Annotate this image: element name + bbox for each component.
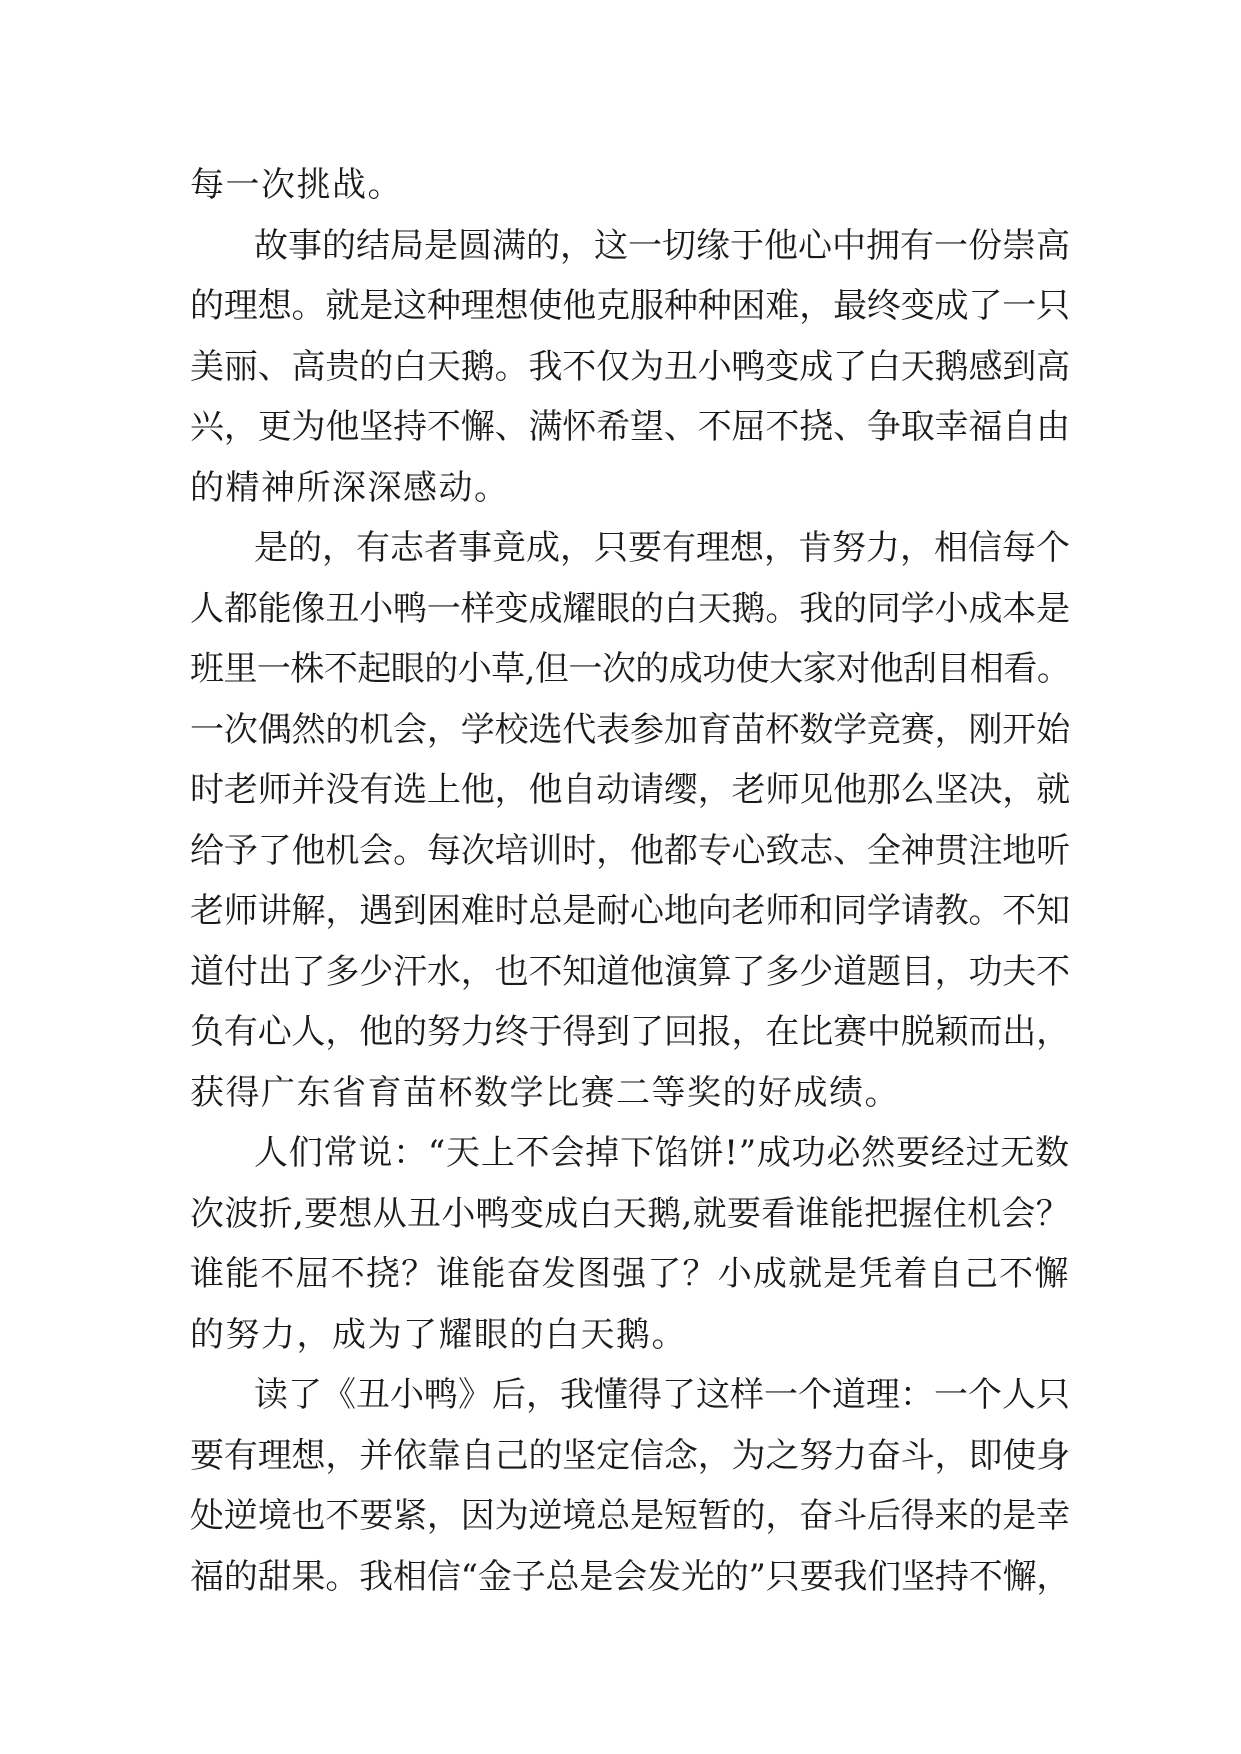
paragraph-first-line: 读了《丑小鸭》后，我懂得了这样一个道理：一个人只 [254,1375,1070,1415]
text-line: 的精神所深深感动。 [190,467,510,508]
text-line: 次波折,要想从丑小鸭变成白天鹅,就要看谁能把握住机会？ [190,1193,1071,1234]
paragraph-first-line: 故事的结局是圆满的，这一切缘于他心中拥有一份崇高 [254,225,1070,266]
text-line: 道付出了多少汗水，也不知道他演算了多少道题目，功夫不 [190,951,1070,992]
text-line: 的理想。就是这种理想使他克服种种困难，最终变成了一只 [190,286,1070,326]
paragraph-first-line: 人们常说：“天上不会掉下馅饼!”成功必然要经过无数 [254,1133,1070,1173]
text-line: 每一次挑战。 [190,165,403,205]
text-line: 处逆境也不要紧，因为逆境总是短暂的，奋斗后得来的是幸 [190,1496,1070,1536]
text-line: 人都能像丑小鸭一样变成耀眼的白天鹅。我的同学小成本是 [190,588,1070,629]
text-line: 时老师并没有选上他，他自动请缨，老师见他那么坚决，就 [190,770,1070,810]
body-text [190,155,1070,1607]
text-line: 负有心人，他的努力终于得到了回报，在比赛中脱颖而出， [190,1012,1070,1052]
text-line: 班里一株不起眼的小草,但一次的成功使大家对他刮目相看。 [190,649,1071,689]
text-line: 老师讲解，遇到困难时总是耐心地向老师和同学请教。不知 [190,891,1070,931]
text-line: 给予了他机会。每次培训时，他都专心致志、全神贯注地听 [190,830,1070,871]
text-line: 谁能不屈不挠？谁能奋发图强了？小成就是凭着自己不懈 [190,1254,1070,1294]
text-line: 要有理想，并依靠自己的坚定信念，为之努力奋斗，即使身 [190,1435,1070,1476]
paragraph-first-line: 是的，有志者事竟成，只要有理想，肯努力，相信每个 [254,528,1070,568]
text-line: 获得广东省育苗杯数学比赛二等奖的好成绩。 [190,1072,900,1113]
text-line: 美丽、高贵的白天鹅。我不仅为丑小鸭变成了白天鹅感到高 [190,346,1070,387]
text-line: 兴，更为他坚持不懈、满怀希望、不屈不挠、争取幸福自由 [190,407,1070,447]
text-line: 的努力，成为了耀眼的白天鹅。 [190,1314,687,1355]
text-line: 福的甜果。我相信“金子总是会发光的”只要我们坚持不懈， [190,1556,1071,1597]
text-line: 一次偶然的机会，学校选代表参加育苗杯数学竞赛，刚开始 [190,709,1070,750]
